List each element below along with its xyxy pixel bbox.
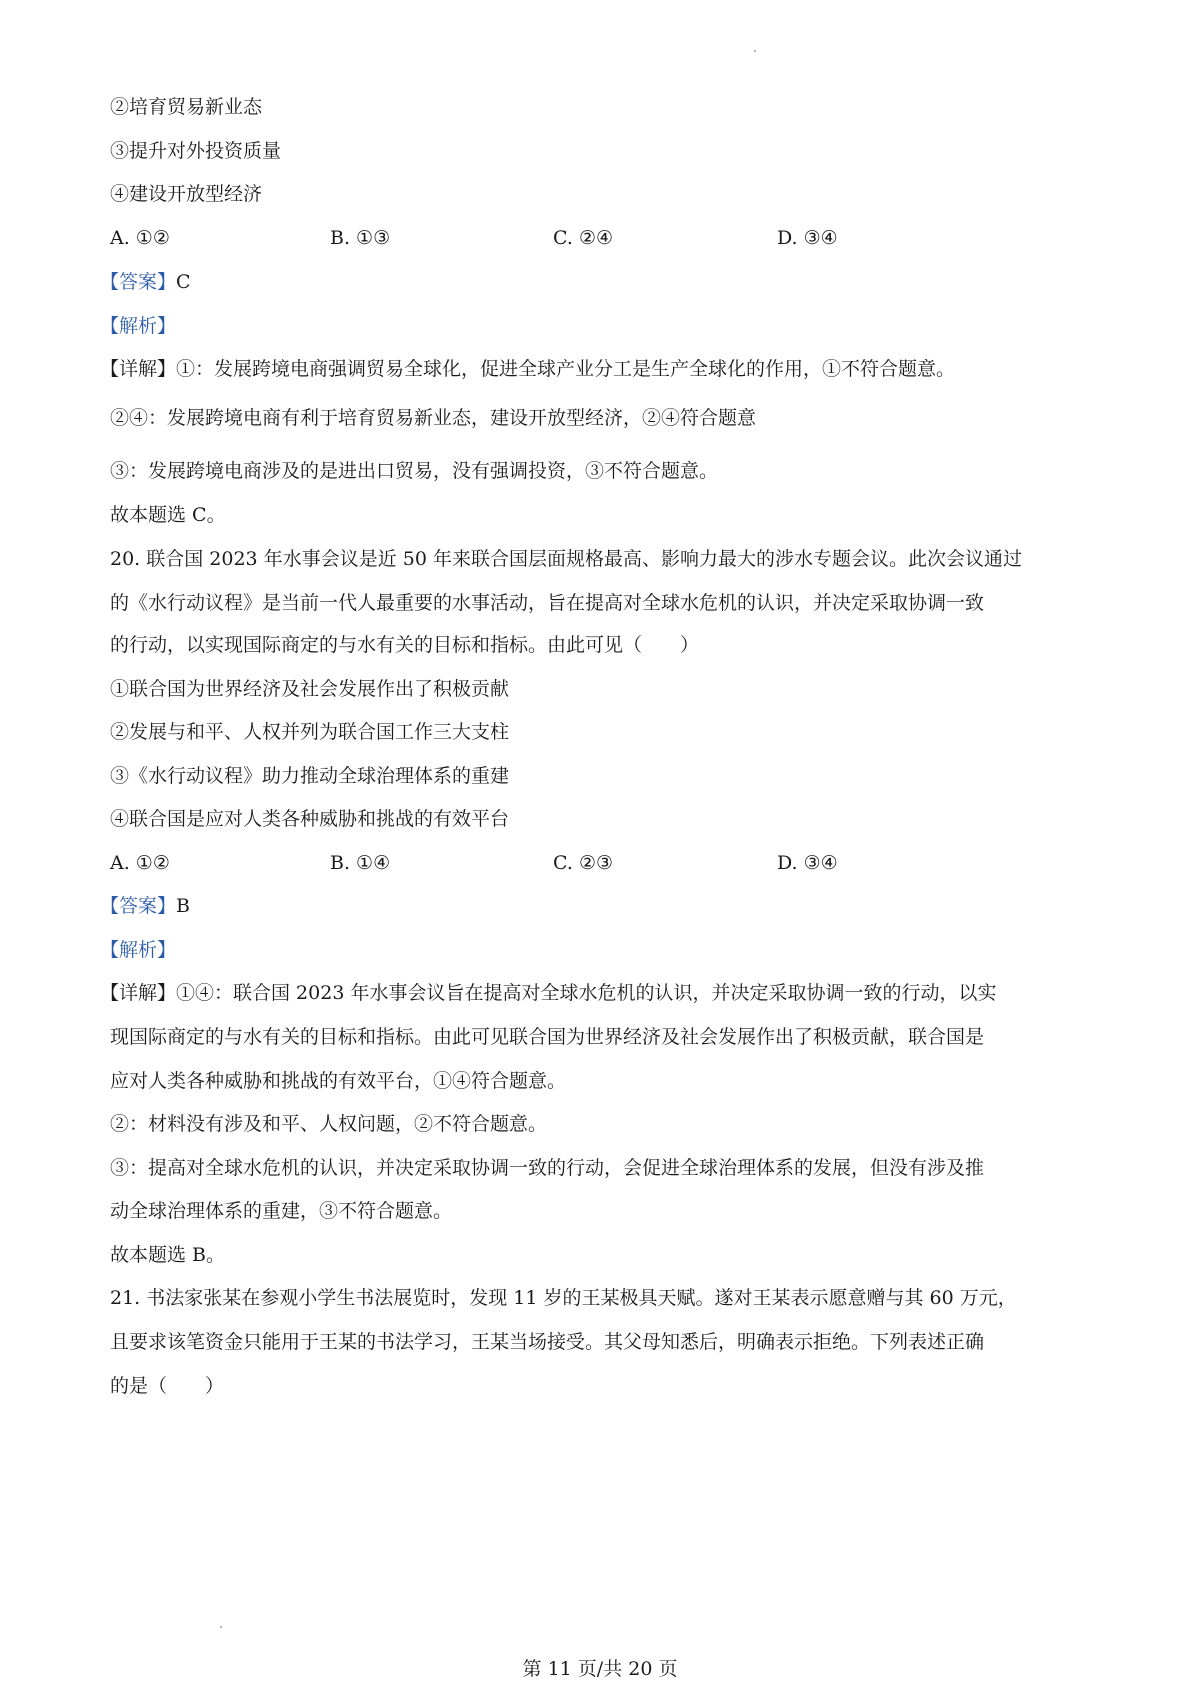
detail-text: ①：发展跨境电商强调贸易全球化，促进全球产业分工是生产全球化的作用，①不符合题意。 bbox=[176, 358, 956, 380]
q19-option-b: B. ①③ bbox=[330, 227, 391, 249]
answer-value: B bbox=[176, 895, 190, 917]
q19-detail-2: ②④：发展跨境电商有利于培育贸易新业态，建设开放型经济，②④符合题意 bbox=[110, 407, 757, 429]
q19-item-4: ④建设开放型经济 bbox=[110, 183, 263, 205]
q20-stem-1: 20. 联合国 2023 年水事会议是近 50 年来联合国层面规格最高、影响力最大的涉水专题会议。此次会议通过 bbox=[110, 548, 1022, 570]
q20-stem-3: 的行动，以实现国际商定的与水有关的目标和指标。由此可见（ ） bbox=[110, 634, 700, 656]
q20-item-1: ①联合国为世界经济及社会发展作出了积极贡献 bbox=[110, 678, 510, 700]
answer-label: 【答案】 bbox=[100, 271, 177, 293]
q20-item-3: ③《水行动议程》助力推动全球治理体系的重建 bbox=[110, 765, 510, 787]
q20-item-4: ④联合国是应对人类各种威胁和挑战的有效平台 bbox=[110, 808, 510, 830]
q20-detail-3: 应对人类各种威胁和挑战的有效平台，①④符合题意。 bbox=[110, 1070, 567, 1092]
detail-label: 【详解】 bbox=[100, 358, 177, 380]
q20-option-a: A. ①② bbox=[110, 852, 170, 874]
detail-label: 【详解】 bbox=[100, 982, 177, 1004]
q20-detail-4: ②：材料没有涉及和平、人权问题，②不符合题意。 bbox=[110, 1113, 548, 1135]
q21-stem-3: 的是（ ） bbox=[110, 1375, 225, 1397]
q19-conclusion: 故本题选 C。 bbox=[110, 504, 226, 526]
q20-detail-1 bbox=[100, 980, 996, 1006]
answer-value: C bbox=[176, 271, 191, 293]
q20-option-b: B. ①④ bbox=[330, 852, 391, 874]
q19-item-3: ③提升对外投资质量 bbox=[110, 140, 282, 162]
detail-text: ①④：联合国 2023 年水事会议旨在提高对全球水危机的认识，并决定采取协调一致的行动，以实 bbox=[176, 982, 997, 1004]
q19-option-d: D. ③④ bbox=[777, 227, 838, 249]
q20-item-2: ②发展与和平、人权并列为联合国工作三大支柱 bbox=[110, 721, 510, 743]
q19-option-a: A. ①② bbox=[110, 227, 170, 249]
q20-stem-2: 的《水行动议程》是当前一代人最重要的水事活动，旨在提高对全球水危机的认识，并决定采取协调一致 bbox=[110, 592, 985, 614]
q20-answer bbox=[100, 893, 190, 919]
scan-dot bbox=[754, 50, 756, 52]
q20-detail-2: 现国际商定的与水有关的目标和指标。由此可见联合国为世界经济及社会发展作出了积极贡献，联合国是 bbox=[110, 1026, 985, 1048]
q20-conclusion: 故本题选 B。 bbox=[110, 1244, 226, 1266]
q19-option-c: C. ②④ bbox=[553, 227, 614, 249]
q19-detail-3: ③：发展跨境电商涉及的是进出口贸易，没有强调投资，③不符合题意。 bbox=[110, 460, 719, 482]
q19-analysis-label bbox=[100, 313, 176, 339]
page-footer: 第 11 页/共 20 页 bbox=[522, 1658, 678, 1680]
q19-item-2: ②培育贸易新业态 bbox=[110, 96, 263, 118]
q19-detail-1 bbox=[100, 356, 955, 382]
analysis-label: 【解析】 bbox=[100, 315, 177, 337]
q20-detail-5: ③：提高对全球水危机的认识，并决定采取协调一致的行动，会促进全球治理体系的发展，但没有涉及推 bbox=[110, 1157, 985, 1179]
q20-option-d: D. ③④ bbox=[777, 852, 838, 874]
q21-stem-2: 且要求该笔资金只能用于王某的书法学习，王某当场接受。其父母知悉后，明确表示拒绝。下列表述正确 bbox=[110, 1331, 985, 1353]
q21-stem-1: 21. 书法家张某在参观小学生书法展览时，发现 11 岁的王某极具天赋。遂对王某表示愿意赠与其 60 万元， bbox=[110, 1287, 1017, 1309]
scan-dot bbox=[220, 1626, 222, 1628]
q20-analysis-label bbox=[100, 937, 176, 963]
analysis-label: 【解析】 bbox=[100, 939, 177, 961]
q19-answer bbox=[100, 269, 191, 295]
answer-label: 【答案】 bbox=[100, 895, 177, 917]
q20-option-c: C. ②③ bbox=[553, 852, 614, 874]
q20-detail-6: 动全球治理体系的重建，③不符合题意。 bbox=[110, 1200, 453, 1222]
